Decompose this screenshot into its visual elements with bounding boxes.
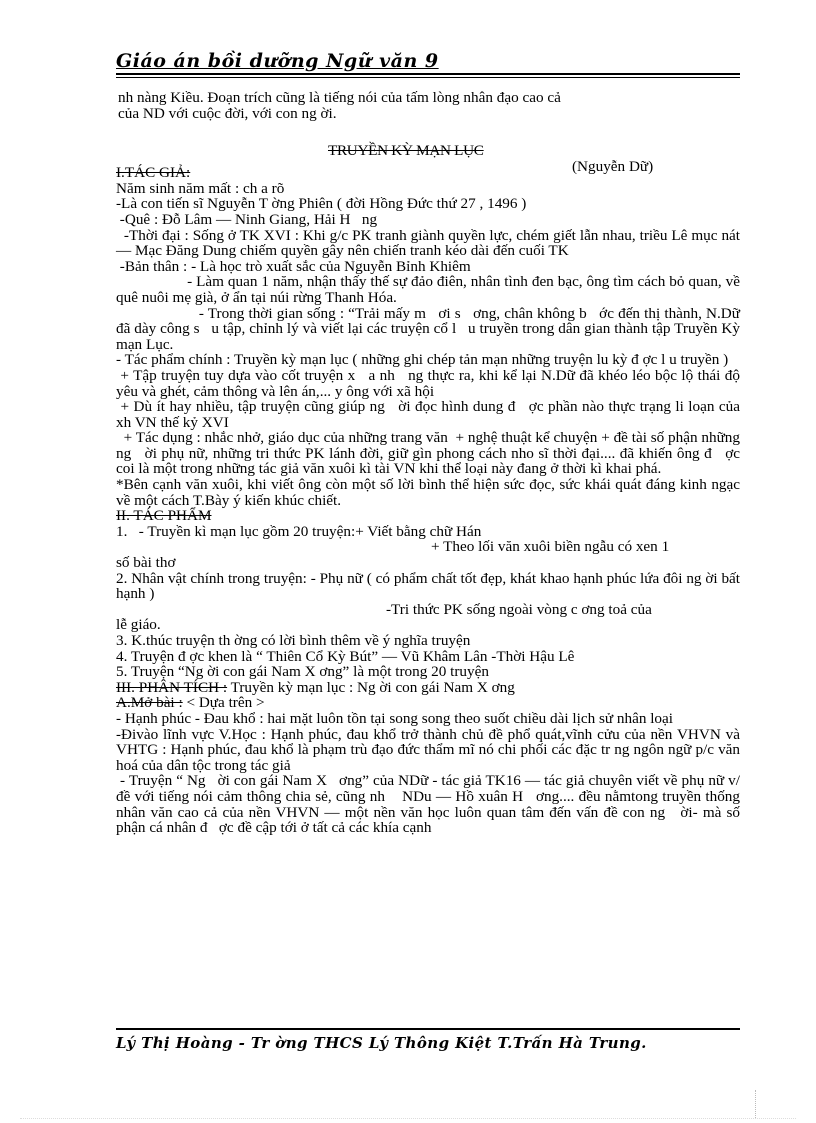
header-title: Giáo án bồi dưỡng Ngữ văn 9 [116, 50, 439, 72]
section1-line: + Tác dụng : nhắc nhở, giáo dục của những trang văn + nghệ thuật kể chuyện + đề tài số phận những ng ời phụ nữ, những tri thức PK lánh đời, giữ gìn phong cách nho sĩ thời đại.... đã khiến ông đ ợc coi là một trong những tác giả văn xuôi kì tài VN khi thể loại này đang ở thời kì khai phá. [116, 429, 744, 478]
section2-item: 5. Truyện “Ng ời con gái Nam X ơng” là một trong 20 truyện [116, 663, 489, 681]
header-rule-thin [116, 77, 740, 78]
page-bottom-edge [20, 1118, 796, 1119]
section2-item: 4. Truyện đ ợc khen là “ Thiên Cổ Kỳ Bút” — Vũ Khâm Lân -Thời Hậu Lê [116, 647, 575, 665]
page-header [116, 50, 740, 72]
intro-line: nh nàng Kiều. Đoạn trích cũng là tiếng nói của tấm lòng nhân đạo cao cả [118, 89, 561, 106]
page-corner-mark [755, 1090, 756, 1118]
footer-text: Lý Thị Hoàng - Tr ờng THCS Lý Thông Kiệt T.Trấn Hà Trung. [116, 1034, 647, 1052]
section2-item: số bài thơ [116, 554, 176, 572]
section1-line: + Tập truyện tuy dựa vào cốt truyện x a nh ng thực ra, khi kể lại N.Dữ đã khéo léo bộc lộ thái độ yêu và ghét, cảm thông và lên án,... y ông với xã hội [116, 366, 744, 400]
subheading-row [116, 695, 740, 711]
work-author: (Nguyễn Dữ) [572, 158, 654, 176]
analysis-subject: Truyền kỳ mạn lục : Ng ời con gái Nam X ơng [227, 678, 515, 696]
intro-line: của ND với cuộc đời, với con ng ời. [118, 104, 337, 122]
section2-item: lễ giáo. [116, 616, 161, 634]
section1-line: - Làm quan 1 năm, nhận thấy thế sự đảo điên, nhân tình đen bạc, ông tìm cách bỏ quan, về quê nuôi mẹ già, ở ẩn tại núi rừng Thanh Hóa. [116, 273, 744, 306]
section2-item: 2. Nhân vật chính trong truyện: - Phụ nữ ( có phẩm chất tốt đẹp, khát khao hạnh phúc lứa đôi ng ời bất hạnh ) [116, 569, 740, 603]
page-footer [116, 1030, 740, 1052]
section1-line: -Quê : Đỗ Lâm — Ninh Giang, Hải H ng [116, 210, 378, 228]
header-rule [116, 73, 740, 75]
section1-line: + Dù ít hay nhiều, tập truyện cũng giúp ng ời đọc hình dung đ ợc phần nào thực trạng li loạn của xh VN thế kỷ XVI [116, 398, 744, 431]
subheading-intro: A.Mở bài : [116, 694, 183, 712]
document-body [116, 89, 744, 837]
subheading-rest: < Dựa trên > [182, 694, 265, 712]
section2-item: -Tri thức PK sống ngoài vòng c ơng toả của [386, 600, 652, 618]
section-heading-analysis-row [116, 680, 740, 696]
section3-line: - Truyện “ Ng ời con gái Nam X ơng” của NDữ - tác giả TK16 — tác giả chuyên viết về phụ nữ v/đề với tiếng nói cảm thông chia sẻ, cũng nh NDu — Hồ xuân H ơng.... đều nằmtong truyền thống nhân văn cao cả của nền VHVN — một nền văn học luôn quan tâm đến vấn đề con ng ời- mà số phận cá nhân đ ợc đề cập tới ở tất cả các khía cạnh [116, 772, 744, 837]
section-heading-analysis: III. PHÂN TÍCH : [116, 678, 228, 696]
section2-item: + Theo lối văn xuôi biền ngẫu có xen 1 [431, 538, 670, 556]
section1-line: *Bên cạnh văn xuôi, khi viết ông còn một số lời bình thể hiện sức đọc, sức khái quát đáng kinh ngạc về một cách T.Bày ý kiến khúc chiết. [116, 476, 740, 509]
section1-line: Năm sinh năm mất : ch a rõ [116, 179, 285, 197]
section1-line: -Bản thân : - Là học trò xuất sắc của Nguyễn Bỉnh Khiêm [116, 257, 471, 275]
title-row [116, 143, 740, 189]
section1-line: -Là con tiến sĩ Nguyễn T ờng Phiên ( đời Hồng Đức thứ 27 , 1496 ) [116, 195, 527, 213]
section-heading-work: II. TÁC PHẨM [116, 507, 212, 525]
section1-line: -Thời đại : Sống ở TK XVI : Khi g/c PK tranh giành quyền lực, chém giết lẫn nhau, triều Lê mục nát — Mạc Đăng Dung chiếm quyền gây nên chiến tranh kéo dài đến cuối TK [116, 226, 744, 260]
section3-line: - Hạnh phúc - Đau khổ : hai mặt luôn tồn tại song song theo suốt chiều dài lịch sử nhân loại [116, 709, 673, 727]
section1-line: - Trong thời gian sống : “Trải mấy m ơi s ơng, chân không b ớc đến thị thành, N.Dữ đã dày công s u tập, chỉnh lý và viết lại các truyện cổ l u truyền trong dân gian thành tập Truyền Kỳ mạn Lục. [116, 304, 744, 353]
work-title: TRUYỀN KỲ MẠN LỤC [328, 142, 484, 160]
section3-line: -Đivào lĩnh vực V.Học : Hạnh phúc, đau khổ trở thành chủ đề phổ quát,vĩnh cửu của nền VHVN và VHTG : Hạnh phúc, đau khổ là phạm trù đạo đức thẩm mĩ nó chi phối các đặc tr ng ngôn ngữ p/c văn hoá của dân tộc trong tác giả [116, 725, 740, 774]
section1-line: - Tác phẩm chính : Truyền kỳ mạn lục ( những ghi chép tản mạn những truyện lu kỳ đ ợc l u truyền ) [116, 351, 729, 369]
section2-item: 3. K.thúc truyện th ờng có lời bình thêm về ý nghĩa truyện [116, 632, 471, 649]
section2-item: 1. - Truyền kì mạn lục gồm 20 truyện:+ Viết bằng chữ Hán [116, 522, 482, 540]
section-heading-author: I.TÁC GIẢ: [116, 164, 191, 182]
